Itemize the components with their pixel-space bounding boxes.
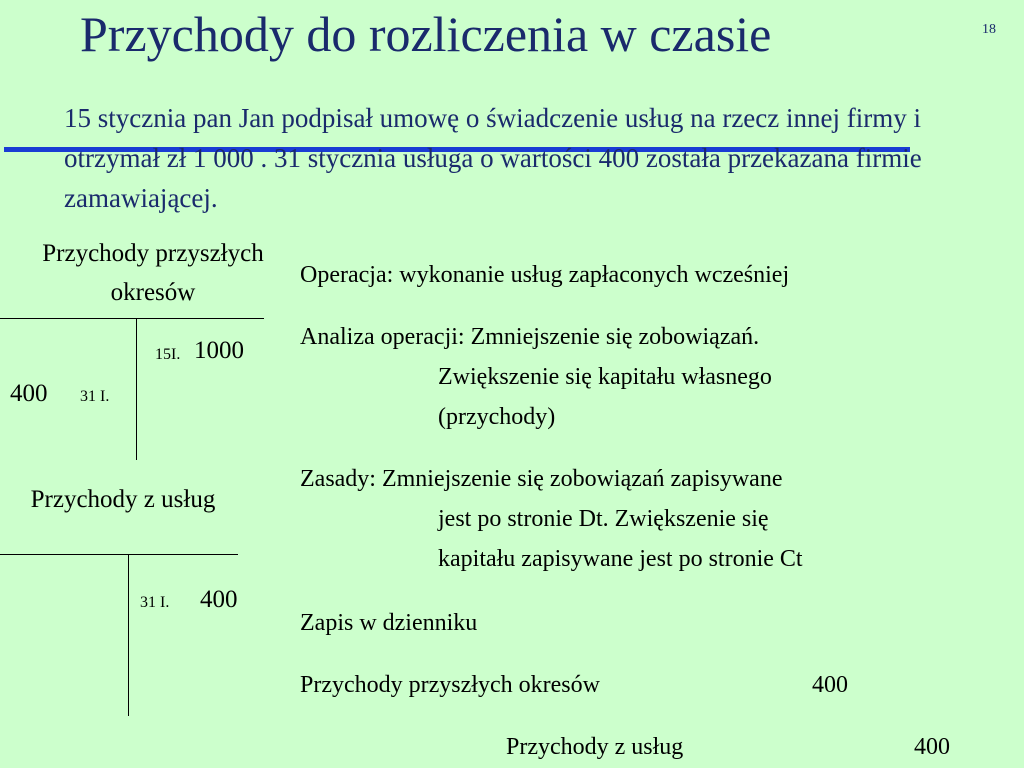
intro-text: 15 stycznia pan Jan podpisał umowę o świadczenie usług na rzecz innej firmy i otrzymał zł 1 000 . 31 stycznia usługa o wartości 400 została przekazana firmie zamawiającej.: [64, 103, 922, 213]
analysis-line-2: Zwiększenie się kapitału własnego: [438, 364, 772, 390]
journal-credit-amount: 400: [914, 734, 950, 760]
credit-amount: 400: [200, 586, 238, 613]
credit-date: 15I.: [155, 346, 181, 363]
t-account-vertical-line: [136, 318, 137, 460]
slide-number: 18: [982, 22, 996, 37]
t-account-horizontal-line: [0, 318, 264, 319]
journal-heading: Zapis w dzienniku: [300, 610, 478, 636]
t-account-vertical-line: [128, 554, 129, 716]
slide-title: Przychody do rozliczenia w czasie: [80, 6, 772, 62]
credit-date: 31 I.: [140, 594, 170, 611]
rules-line-1: Zasady: Zmniejszenie się zobowiązań zapisywane: [300, 466, 783, 492]
rules-line-3: kapitału zapisywane jest po stronie Ct: [438, 546, 803, 572]
operation-text: Operacja: wykonanie usług zapłaconych wcześniej: [300, 262, 790, 288]
debit-amount: 400: [10, 380, 48, 407]
rules-line-2: jest po stronie Dt. Zwiększenie się: [438, 506, 769, 532]
journal-credit-account: Przychody z usług: [506, 734, 684, 760]
journal-debit-amount: 400: [812, 672, 848, 698]
analysis-line-1: Analiza operacji: Zmniejszenie się zobowiązań.: [300, 324, 760, 350]
debit-date: 31 I.: [80, 388, 110, 405]
t-account-horizontal-line: [0, 554, 238, 555]
credit-amount: 1000: [194, 337, 244, 364]
analysis-line-3: (przychody): [438, 404, 556, 430]
account-title: Przychody z usług: [30, 486, 216, 513]
journal-debit-account: Przychody przyszłych okresów: [300, 672, 600, 698]
account-title: Przychody przyszłych okresów: [42, 240, 264, 306]
